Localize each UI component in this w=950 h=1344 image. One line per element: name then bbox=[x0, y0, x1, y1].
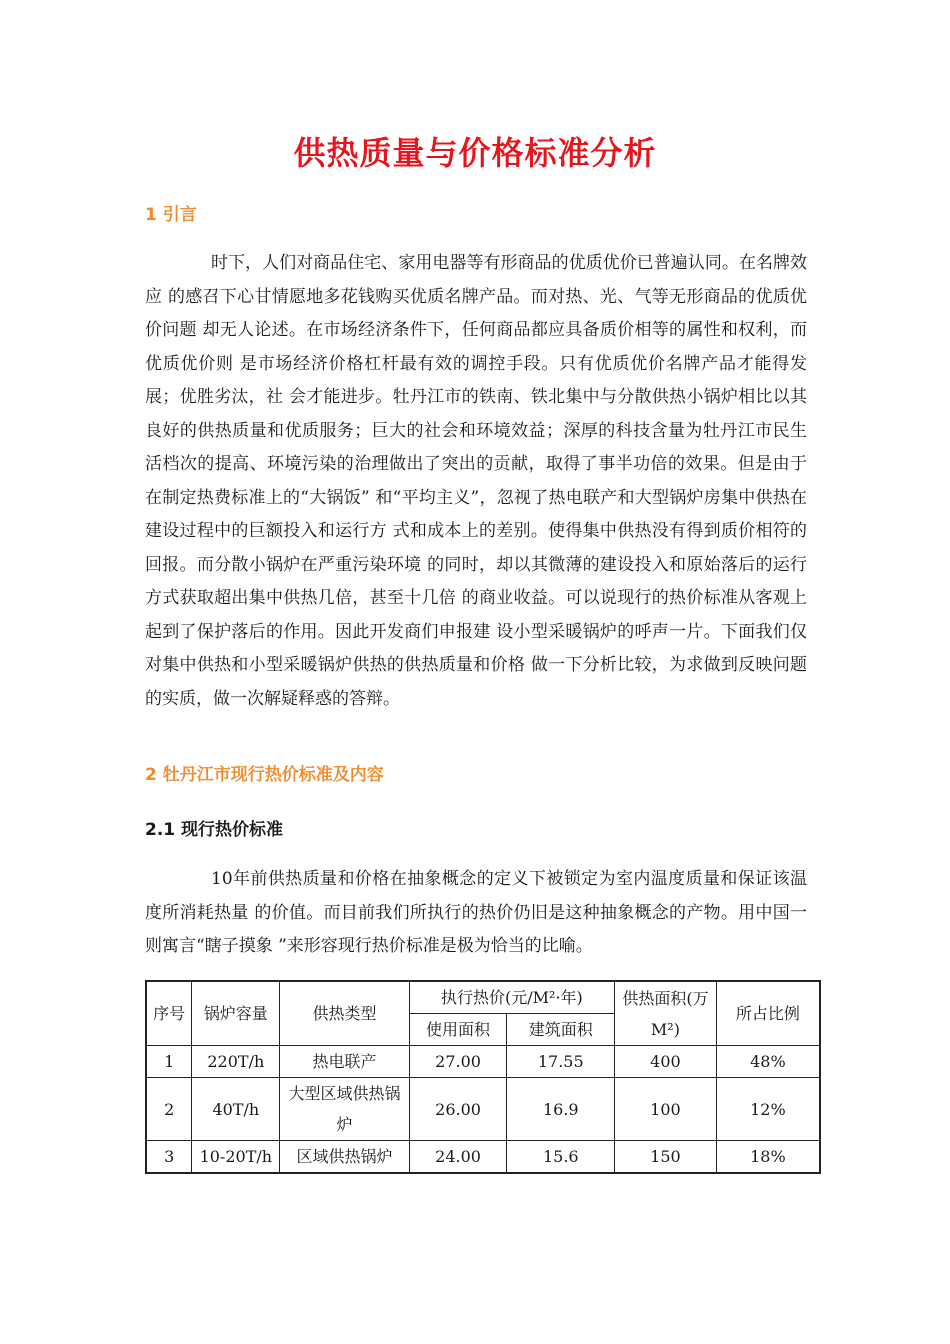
heat-price-table bbox=[145, 980, 821, 1174]
cell-index: 1 bbox=[146, 1046, 192, 1078]
cell-ratio: 18% bbox=[716, 1141, 820, 1174]
table-row bbox=[146, 1046, 820, 1078]
cell-ratio: 48% bbox=[716, 1046, 820, 1078]
cell-price-build: 15.6 bbox=[507, 1141, 615, 1174]
cell-area: 150 bbox=[615, 1141, 717, 1174]
header-area: 供热面积(万M²) bbox=[615, 981, 717, 1046]
header-type: 供热类型 bbox=[280, 981, 409, 1046]
cell-area: 100 bbox=[615, 1078, 717, 1141]
header-price-group: 执行热价(元/M²·年) bbox=[409, 981, 614, 1014]
current-price-paragraph: 10年前供热质量和价格在抽象概念的定义下被锁定为室内温度质量和保证该温度所消耗热量 的价值。而目前我们所执行的热价仍旧是这种抽象概念的产物。用中国一则寓言“瞎子摸象 ”来形容现行热价标准是极为恰当的比喻。 bbox=[145, 869, 807, 956]
table-row bbox=[146, 1078, 820, 1141]
cell-type: 区域供热锅炉 bbox=[280, 1141, 409, 1174]
header-capacity: 锅炉容量 bbox=[192, 981, 280, 1046]
header-price-build: 建筑面积 bbox=[507, 1014, 615, 1046]
header-index: 序号 bbox=[146, 981, 192, 1046]
intro-paragraph: 时下，人们对商品住宅、家用电器等有形商品的优质优价已普遍认同。在名牌效应 的感召下心甘情愿地多花钱购买优质名牌产品。而对热、光、气等无形商品的优质优价问题 却无人论述。在市场经济条件下，任何商品都应具备质价相等的属性和权利，而优质优价则 是市场经济价格杠杆最有效的调控手段。只有优质优价名牌产品才能得发展；优胜劣汰，社 会才能进步。牡丹江市的铁南、铁北集中与分散供热小锅炉相比以其良好的供热质量和优质服务；巨大的社会和环境效益；深厚的科技含量为牡丹江市民生活档次的提高、环境污染的治理做出了突出的贡献，取得了事半功倍的效果。但是由于在制定热费标准上的“大锅饭” 和“平均主义”，忽视了热电联产和大型锅炉房集中供热在建设过程中的巨额投入和运行方 式和成本上的差别。使得集中供热没有得到质价相符的回报。而分散小锅炉在严重污染环境 的同时，却以其微薄的建设投入和原始落后的运行方式获取超出集中供热几倍，甚至十几倍 的商业收益。可以说现行的热价标准从客观上起到了保护落后的作用。因此开发商们申报建 设小型采暖锅炉的呼声一片。下面我们仅对集中供热和小型采暖锅炉供热的供热质量和价格 做一下分析比较，为求做到反映问题的实质，做一次解疑释惑的答辩。 bbox=[145, 253, 807, 709]
cell-capacity: 220T/h bbox=[192, 1046, 280, 1078]
cell-ratio: 12% bbox=[716, 1078, 820, 1141]
table-header-row bbox=[146, 981, 820, 1014]
header-price-use: 使用面积 bbox=[409, 1014, 507, 1046]
page-title: 供热质量与价格标准分析 bbox=[293, 134, 657, 172]
cell-price-build: 17.55 bbox=[507, 1046, 615, 1078]
cell-index: 3 bbox=[146, 1141, 192, 1174]
cell-capacity: 10-20T/h bbox=[192, 1141, 280, 1174]
cell-area: 400 bbox=[615, 1046, 717, 1078]
header-ratio: 所占比例 bbox=[716, 981, 820, 1046]
cell-index: 2 bbox=[146, 1078, 192, 1141]
cell-price-use: 26.00 bbox=[409, 1078, 507, 1141]
section-heading-price-standard: 2 牡丹江市现行热价标准及内容 bbox=[145, 765, 384, 785]
section-heading-intro: 1 引言 bbox=[145, 205, 197, 225]
cell-price-build: 16.9 bbox=[507, 1078, 615, 1141]
cell-capacity: 40T/h bbox=[192, 1078, 280, 1141]
table-row bbox=[146, 1141, 820, 1174]
subsection-heading-current-price: 2.1 现行热价标准 bbox=[145, 820, 284, 840]
cell-type: 大型区域供热锅炉 bbox=[280, 1078, 409, 1141]
cell-price-use: 24.00 bbox=[409, 1141, 507, 1174]
cell-price-use: 27.00 bbox=[409, 1046, 507, 1078]
cell-type: 热电联产 bbox=[280, 1046, 409, 1078]
